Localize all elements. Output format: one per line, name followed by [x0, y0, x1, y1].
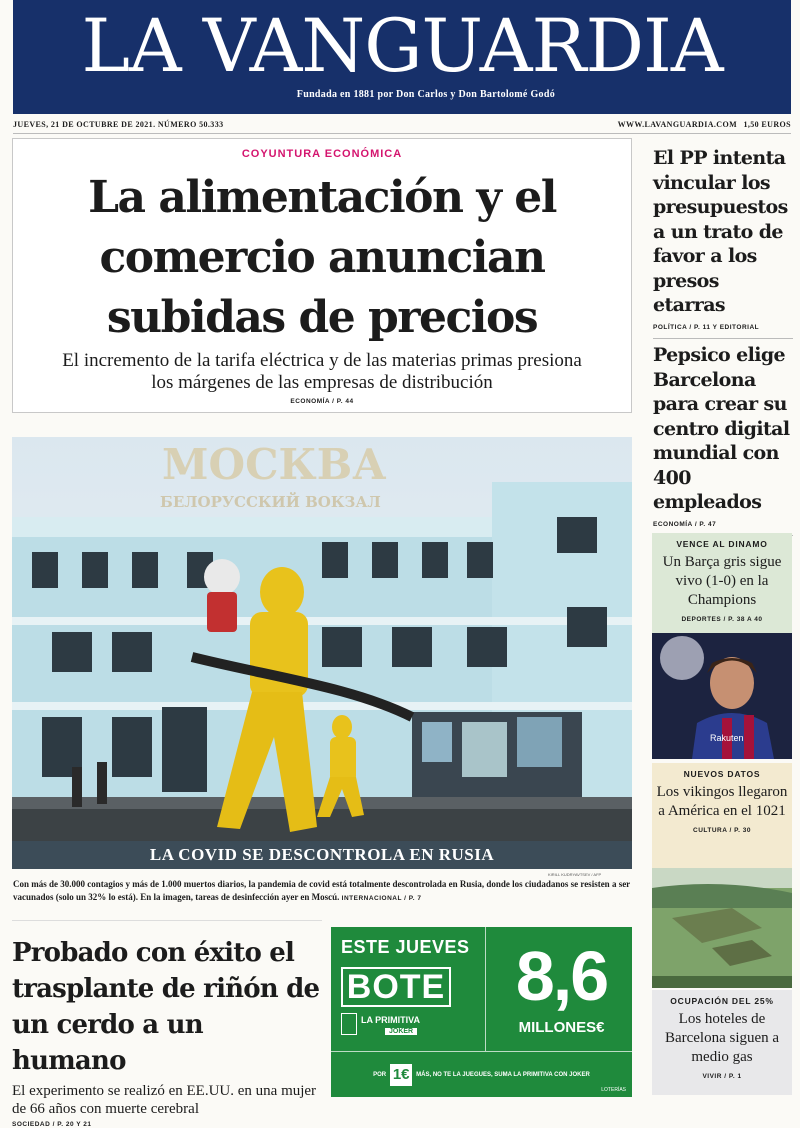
photo-caption-ref: INTERNACIONAL / P. 7	[341, 895, 422, 902]
side-news-pp[interactable]	[653, 146, 793, 339]
lead-story[interactable]	[12, 138, 632, 413]
barca-player-photo	[652, 633, 792, 759]
lead-dek: El incremento de la tarifa eléctrica y de las materias primas presiona los márgenes de las empresas de distribución	[62, 350, 582, 393]
photo-band-title: LA COVID SE DESCONTROLA EN RUSIA	[12, 841, 632, 869]
lottery-bottom-text: MÁS, NO TE LA JUEGUES, SUMA LA PRIMITIVA CON JOKER	[416, 1071, 590, 1078]
sign-moskva: МОСКВА	[162, 440, 387, 489]
svg-text:Rakuten: Rakuten	[710, 733, 744, 743]
photo-credit: KIRILL KUDRYAVTSEV / AFP	[548, 872, 602, 877]
loterias-logo: LOTERÍAS	[601, 1087, 626, 1093]
founded-line: Fundada en 1881 por Don Carlos y Don Bartolomé Godó	[296, 89, 555, 100]
side-box-vikingos-text[interactable]: Los vikingos llegaron a América en el 1021	[656, 784, 788, 819]
dateline	[13, 120, 791, 134]
website-price	[614, 120, 791, 133]
price: 1,50 EUROS	[743, 120, 791, 129]
photo-caption-text: Con más de 30.000 contagios y más de 1.000 muertos diarios, la pandemia de covid está totalmente descontrolada en Rusia, donde los ciudadanos se resisten a ser vacunados (solo un 32% lo está). En la imagen, tareas de desinfección ayer en Moscú.	[13, 879, 631, 902]
lottery-primitiva	[361, 1015, 479, 1035]
lottery-millones: MILLONES€	[518, 1019, 605, 1036]
second-headline[interactable]: Probado con éxito el trasplante de riñón de un cerdo a un humano	[12, 938, 320, 1076]
euro-icon: 1€	[390, 1064, 412, 1086]
lottery-bote: BOTE	[341, 967, 451, 1007]
second-page-ref: SOCIEDAD / P. 20 Y 21	[12, 1121, 92, 1128]
side-box-barca-ref: DEPORTES / P. 38 A 40	[681, 616, 763, 623]
main-photo[interactable]	[12, 437, 632, 869]
masthead	[13, 0, 791, 114]
lead-page-ref: ECONOMÍA / P. 44	[290, 398, 354, 405]
side-news-pp-ref: POLÍTICA / P. 11 Y EDITORIAL	[653, 323, 760, 331]
second-story[interactable]	[12, 920, 322, 1128]
side-box-vikingos[interactable]	[652, 763, 792, 868]
side-news-pepsico-headline[interactable]: Pepsico elige Barcelona para crear su centro digital mundial con 400 empleados	[653, 344, 790, 513]
newspaper-name: LA VANGUARDIA	[81, 4, 723, 89]
side-box-hoteles[interactable]	[652, 990, 792, 1095]
side-box-barca-text[interactable]: Un Barça gris sigue vivo (1-0) en la Champions	[662, 554, 782, 608]
lead-headline[interactable]: La alimentación y el comercio anuncian subidas de precios	[88, 172, 556, 343]
lead-kicker: COYUNTURA ECONÓMICA	[241, 148, 403, 160]
primitiva-label: LA PRIMITIVA	[361, 1015, 420, 1025]
side-box-hoteles-text[interactable]: Los hoteles de Barcelona siguen a medio gas	[664, 1011, 780, 1065]
lottery-ad[interactable]	[331, 927, 632, 1097]
svg-text:БЕЛОРУССКИЙ ВОКЗАЛ: БЕЛОРУССКИЙ ВОКЗАЛ	[160, 493, 381, 511]
side-box-hoteles-ref: VIVIR / P. 1	[702, 1073, 742, 1080]
second-dek: El experimento se realizó en EE.UU. en una mujer de 66 años con muerte cerebral	[12, 1083, 317, 1117]
lottery-por: POR	[373, 1071, 387, 1078]
side-box-barca[interactable]	[652, 533, 792, 633]
side-box-hoteles-tag: OCUPACIÓN DEL 25%	[670, 996, 774, 1006]
lottery-left-panel	[331, 927, 486, 1051]
lottery-este-jueves: ESTE JUEVES	[341, 937, 470, 957]
lottery-amount: 8,6	[515, 937, 608, 1015]
joker-label: JOKER	[385, 1028, 417, 1035]
website-link[interactable]: WWW.LAVANGUARDIA.COM	[617, 120, 738, 129]
date-number: JUEVES, 21 DE OCTUBRE DE 2021. NÚMERO 50.333	[13, 120, 224, 129]
primitiva-icon	[341, 1013, 357, 1035]
side-box-vikingos-tag: NUEVOS DATOS	[683, 769, 761, 779]
side-news-pp-headline[interactable]: El PP intenta vincular los presupuestos a un trato de favor a los presos etarras	[653, 147, 788, 316]
side-box-vikingos-ref: CULTURA / P. 30	[693, 827, 751, 834]
photo-caption	[13, 878, 633, 905]
side-box-barca-tag: VENCE AL DINAMO	[676, 539, 768, 549]
moscow-station-photo	[12, 437, 632, 869]
side-news-pepsico-ref: ECONOMÍA / P. 47	[653, 520, 717, 528]
lottery-bottom-strip	[331, 1051, 632, 1097]
side-news-pepsico[interactable]	[653, 343, 793, 536]
viking-settlement-photo	[652, 868, 792, 988]
